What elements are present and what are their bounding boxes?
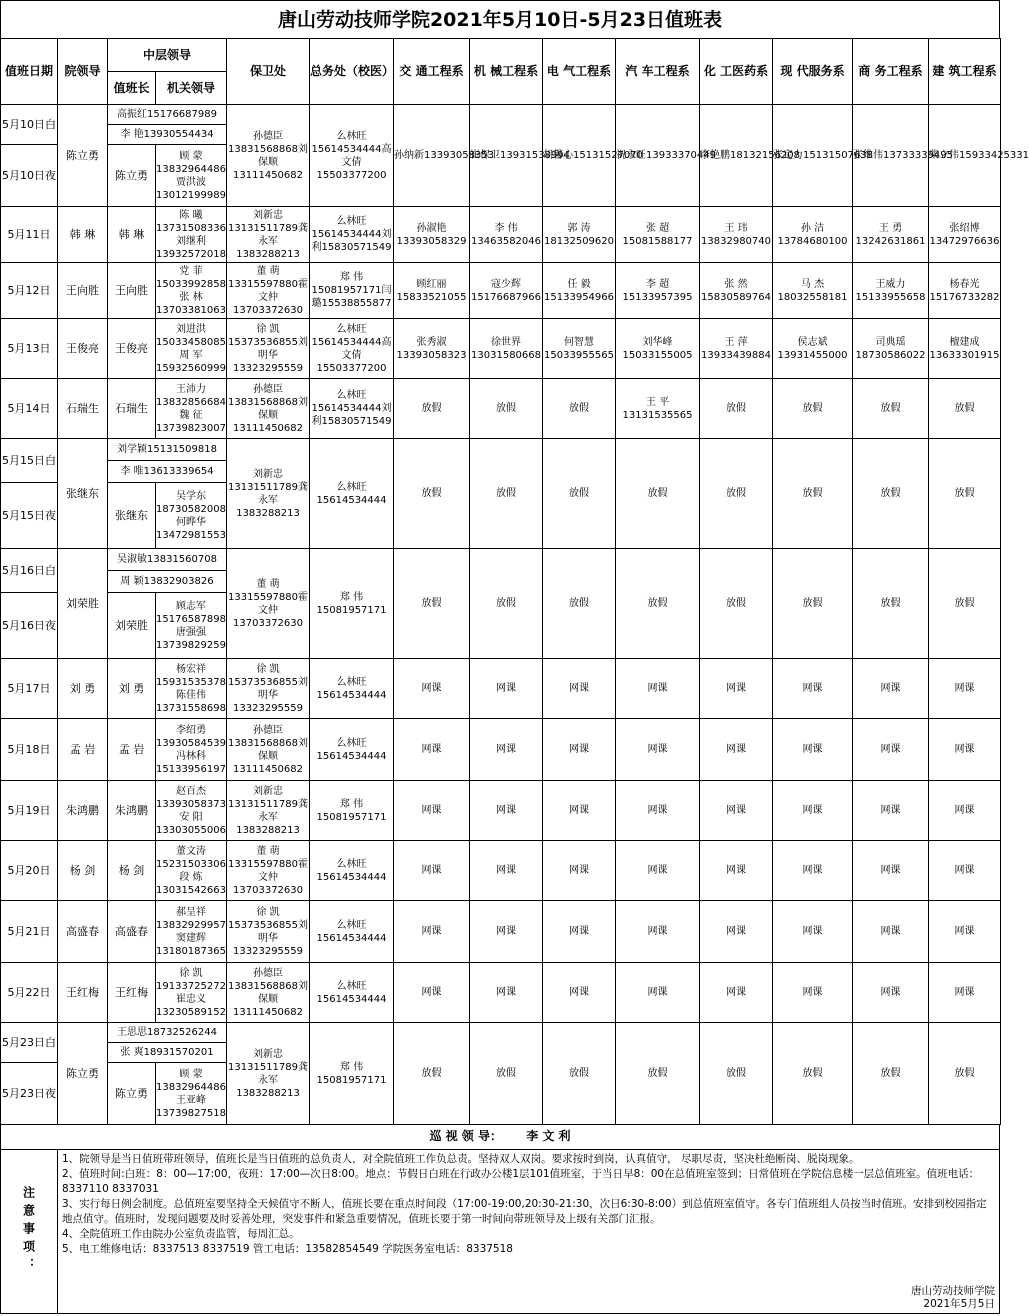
table-row <box>1 549 1001 571</box>
dept-cell: 网课 <box>394 841 470 901</box>
dept-cell: 放假 <box>616 439 700 549</box>
dept-cell: 网课 <box>394 659 470 719</box>
leader-cell: 王向胜 <box>58 263 108 319</box>
dept-cell: 放假 <box>470 439 543 549</box>
date-cell: 5月11日 <box>1 207 58 263</box>
general-cell: 么林旺15614534444 <box>310 719 394 781</box>
security-cell: 徐 凯15373536855刘明华13323295559 <box>227 319 310 379</box>
leader-cell: 朱鸿鹏 <box>58 781 108 841</box>
dept-cell: 网课 <box>394 781 470 841</box>
dept-cell: 放假 <box>543 379 616 439</box>
date-cell: 5月13日 <box>1 319 58 379</box>
dept-cell: 网课 <box>853 963 929 1023</box>
dept-cell: 杨春光15176733282 <box>929 263 1001 319</box>
office-leader-cell: 郝呈祥13832929957窦建辉13180187365 <box>156 901 227 963</box>
table-row <box>1 1023 1001 1043</box>
table-row <box>1 963 1001 1023</box>
security-cell: 董 萌13315597880霍文仲13703372630 <box>227 263 310 319</box>
dept-cell: 孙淑艳13393058329 <box>394 207 470 263</box>
date-cell: 5月15日夜 <box>1 483 58 549</box>
dept-cell: 放假 <box>616 1023 700 1125</box>
dept-cell: 放假 <box>700 1023 773 1125</box>
security-cell: 刘新忠13131511789龚永军1383288213 <box>227 1023 310 1125</box>
shift-head-cell: 孟 岩 <box>108 719 156 781</box>
dept-cell: 网课 <box>700 719 773 781</box>
dept-cell: 郭 涛18132509620 <box>543 207 616 263</box>
dept-cell: 檀建成13633301915 <box>929 319 1001 379</box>
office-leader-cell: 赵百杰13393058373安 阳13303055006 <box>156 781 227 841</box>
dept-cell: 网课 <box>616 781 700 841</box>
shift-head-cell: 吴淑敏13831560708 <box>108 549 227 571</box>
dept-cell: 何智慧15033955565 <box>543 319 616 379</box>
dept-cell: 王 萍13933439884 <box>700 319 773 379</box>
leader-cell: 高盛春 <box>58 901 108 963</box>
office-leader-cell: 顾 蒙13832964486贾洪波13012199989 <box>156 145 227 207</box>
shift-head-cell: 韩 琳 <box>108 207 156 263</box>
dept-cell: 网课 <box>853 659 929 719</box>
office-leader-cell: 周 颖13832903826 <box>108 571 227 593</box>
notes-section <box>0 1150 1000 1314</box>
note-item: 4、全院值班工作由院办公室负责监管，每周汇总。 <box>62 1227 300 1240</box>
patrol-row <box>1 1125 1000 1149</box>
dept-cell: 侯志斌13931455000 <box>773 319 853 379</box>
header-shift-head: 值班长 <box>108 72 156 105</box>
dept-cell: 张定力15131507638 <box>773 105 853 207</box>
shift-head-cell: 王俊亮 <box>108 319 156 379</box>
date-cell: 5月14日 <box>1 379 58 439</box>
security-cell: 刘新忠13131511789龚永军1383288213 <box>227 439 310 549</box>
note-item: 1、院领导是当日值班带班领导，值班长是当日值班的总负责人，对全院值班工作负总责。坚持双人双岗。要求按时到岗，认真值守， 尽职尽责，坚决杜绝断岗、脱岗现象。 <box>62 1152 860 1165</box>
dept-cell: 放假 <box>394 379 470 439</box>
dept-cell: 网课 <box>616 963 700 1023</box>
office-leader-cell: 王沛力13832856684魏 征13739823007 <box>156 379 227 439</box>
security-cell: 孙德臣13831568868刘保顺13111450682 <box>227 719 310 781</box>
general-cell: 么林旺15614534444 <box>310 659 394 719</box>
dept-cell: 放假 <box>394 439 470 549</box>
security-cell: 董 萌13315597880霍文仲13703372630 <box>227 841 310 901</box>
dept-cell: 徐世界13031580668 <box>470 319 543 379</box>
dept-cell: 网课 <box>616 659 700 719</box>
header-dept: 交 通工程系 <box>394 39 470 105</box>
dept-cell: 网课 <box>470 841 543 901</box>
shift-head-cell: 王红梅 <box>108 963 156 1023</box>
date-cell: 5月10日夜 <box>1 145 58 207</box>
dept-cell: 网课 <box>700 841 773 901</box>
dept-cell: 网课 <box>773 963 853 1023</box>
shift-head-cell: 王思思18732526244 <box>108 1023 227 1043</box>
dept-cell: 网课 <box>929 719 1001 781</box>
security-cell: 孙德臣13831568868刘保顺13111450682 <box>227 105 310 207</box>
dept-cell: 网课 <box>853 841 929 901</box>
date-cell: 5月10日白 <box>1 105 58 145</box>
header-dept: 汽 车工程系 <box>616 39 700 105</box>
note-item: 5、电工维修电话：8337513 8337519 管工电话：13582854549 学院医务室电话：8337518 <box>62 1242 513 1255</box>
dept-cell: 崔保卫13931538994 <box>470 105 543 207</box>
table-row <box>1 105 1001 125</box>
dept-cell: 网课 <box>616 841 700 901</box>
date-cell: 5月21日 <box>1 901 58 963</box>
shift-head-cell: 张继东 <box>108 483 156 549</box>
date-cell: 5月17日 <box>1 659 58 719</box>
dept-cell: 网课 <box>773 719 853 781</box>
dept-cell: 放假 <box>929 1023 1001 1125</box>
dept-cell: 放假 <box>543 1023 616 1125</box>
table-row <box>1 841 1001 901</box>
dept-cell: 放假 <box>470 549 543 659</box>
dept-cell: 网课 <box>773 781 853 841</box>
dept-cell: 网课 <box>929 901 1001 963</box>
office-leader-cell: 徐 凯19133725272崔忠义13230589152 <box>156 963 227 1023</box>
security-cell: 董 萌13315597880霍文仲13703372630 <box>227 549 310 659</box>
leader-cell: 王红梅 <box>58 963 108 1023</box>
notes-label: 注意事项： <box>1 1150 58 1313</box>
dept-cell: 网课 <box>853 901 929 963</box>
dept-cell: 网课 <box>616 719 700 781</box>
office-leader-cell: 杨宏祥15931535378陈佳伟13731558698 <box>156 659 227 719</box>
dept-cell: 网课 <box>700 781 773 841</box>
dept-cell: 放假 <box>929 439 1001 549</box>
header-dept: 商 务工程系 <box>853 39 929 105</box>
header-leader: 院领导 <box>58 39 108 105</box>
dept-cell: 放假 <box>929 549 1001 659</box>
leader-cell: 刘荣胜 <box>58 549 108 659</box>
date-cell: 5月16日夜 <box>1 593 58 659</box>
dept-cell: 网课 <box>394 719 470 781</box>
office-leader-cell: 李绍勇13930584539冯林科15133956197 <box>156 719 227 781</box>
patrol-table <box>0 1125 1000 1150</box>
office-leader-cell: 陈 曦13731508336刘继利13932572018 <box>156 207 227 263</box>
dept-cell: 放假 <box>773 379 853 439</box>
table-row <box>1 719 1001 781</box>
dept-cell: 胡馨心15131527070 <box>543 105 616 207</box>
dept-cell: 寇少辉15176687966 <box>470 263 543 319</box>
notes-body <box>58 1150 999 1313</box>
table-row <box>1 781 1001 841</box>
header-dept: 现 代服务系 <box>773 39 853 105</box>
dept-cell: 网课 <box>543 901 616 963</box>
dept-cell: 网课 <box>543 963 616 1023</box>
dept-cell: 网课 <box>700 963 773 1023</box>
dept-cell: 网课 <box>470 659 543 719</box>
dept-cell: 顾红丽15833521055 <box>394 263 470 319</box>
general-cell: 郑 伟15081957171 <box>310 549 394 659</box>
dept-cell: 放假 <box>700 379 773 439</box>
dept-cell: 刘华峰15033155005 <box>616 319 700 379</box>
leader-cell: 石瑞生 <box>58 379 108 439</box>
date-cell: 5月15日白 <box>1 439 58 483</box>
dept-cell: 放假 <box>700 439 773 549</box>
general-cell: 么林旺15614534444 <box>310 963 394 1023</box>
office-leader-cell: 顾志军15176587898唐强强13739829259 <box>156 593 227 659</box>
leader-cell: 张继东 <box>58 439 108 549</box>
date-cell: 5月16日白 <box>1 549 58 593</box>
patrol-name: 李 文 利 <box>526 1129 571 1144</box>
office-leader-cell: 吴学东18730582008何晔华13472981553 <box>156 483 227 549</box>
leader-cell: 孟 岩 <box>58 719 108 781</box>
office-leader-cell: 党 菲15033992858张 林13703381063 <box>156 263 227 319</box>
header-dept: 机 械工程系 <box>470 39 543 105</box>
table-row <box>1 439 1001 461</box>
dept-cell: 放假 <box>853 379 929 439</box>
dept-cell: 张 然15830589764 <box>700 263 773 319</box>
duty-table <box>0 38 1029 1125</box>
security-cell: 刘新忠13131511789龚永军1383288213 <box>227 207 310 263</box>
dept-cell: 网课 <box>929 659 1001 719</box>
header-general: 总务处（校医） <box>310 39 394 105</box>
date-cell: 5月23日夜 <box>1 1063 58 1125</box>
shift-head-cell: 刘荣胜 <box>108 593 156 659</box>
dept-cell: 放假 <box>773 439 853 549</box>
dept-cell: 网课 <box>543 659 616 719</box>
dept-cell: 网课 <box>394 963 470 1023</box>
dept-cell: 网课 <box>700 659 773 719</box>
dept-cell: 张 超15081588177 <box>616 207 700 263</box>
header-dept: 电 气工程系 <box>543 39 616 105</box>
dept-cell: 放假 <box>470 1023 543 1125</box>
dept-cell: 网课 <box>470 719 543 781</box>
dept-cell: 放假 <box>543 549 616 659</box>
leader-cell: 韩 琳 <box>58 207 108 263</box>
dept-cell: 网课 <box>470 901 543 963</box>
general-cell: 么林旺15614534444 <box>310 841 394 901</box>
shift-head-cell: 高盛春 <box>108 901 156 963</box>
dept-cell: 放假 <box>853 549 929 659</box>
page-title: 唐山劳动技师学院2021年5月10日-5月23日值班表 <box>0 0 1000 38</box>
dept-cell: 王 平13131535565 <box>616 379 700 439</box>
shift-head-cell: 杨 剑 <box>108 841 156 901</box>
header-dept: 化 工医药系 <box>700 39 773 105</box>
dept-cell: 网课 <box>470 963 543 1023</box>
dept-cell: 李 伟13463582046 <box>470 207 543 263</box>
dept-cell: 王 玮13832980740 <box>700 207 773 263</box>
header-security: 保卫处 <box>227 39 310 105</box>
office-leader-cell: 刘进洪15033458085周 军15932560999 <box>156 319 227 379</box>
dept-cell: 放假 <box>773 1023 853 1125</box>
dept-cell: 网课 <box>394 901 470 963</box>
note-item: 2、值班时间:白班：8：00—17:00，夜班：17:00—次日8:00。地点：节假日白班在行政办公楼1层101值班室，于当日早8：00在总值班室签到；日常值班在学院信息楼一层总值班室。值班电话：8337110 8337031 <box>62 1167 980 1195</box>
shift-head-cell: 刘 勇 <box>108 659 156 719</box>
header-dept: 建 筑工程系 <box>929 39 1001 105</box>
office-leader-cell: 李 唯13613339654 <box>108 461 227 483</box>
signature <box>911 1285 995 1311</box>
shift-head-cell: 刘学颖15131509818 <box>108 439 227 461</box>
date-cell: 5月23日白 <box>1 1023 58 1063</box>
security-cell: 徐 凯15373536855刘明华13323295559 <box>227 901 310 963</box>
leader-cell: 陈立勇 <box>58 105 108 207</box>
security-cell: 孙德臣13831568868刘保顺13111450682 <box>227 379 310 439</box>
table-row <box>1 659 1001 719</box>
dept-cell: 祝永旺13933370449 <box>616 105 700 207</box>
office-leader-cell: 顾 蒙13832964486王亚峰13739827518 <box>156 1063 227 1125</box>
dept-cell: 放假 <box>929 379 1001 439</box>
dept-cell: 网课 <box>543 841 616 901</box>
general-cell: 么林旺15614534444高文倩15503377200 <box>310 105 394 207</box>
general-cell: 么林旺15614534444 <box>310 901 394 963</box>
dept-cell: 张秀淑13393058323 <box>394 319 470 379</box>
shift-head-cell: 石瑞生 <box>108 379 156 439</box>
dept-cell: 网课 <box>616 901 700 963</box>
patrol-label: 巡 视 领 导： <box>429 1129 502 1144</box>
general-cell: 么林旺15614534444 <box>310 439 394 549</box>
shift-head-cell: 朱鸿鹏 <box>108 781 156 841</box>
dept-cell: 放假 <box>773 549 853 659</box>
general-cell: 郑 伟15081957171 <box>310 781 394 841</box>
dept-cell: 孙 洁13784680100 <box>773 207 853 263</box>
office-leader-cell: 董文涛15231503306段 炼13031542663 <box>156 841 227 901</box>
dept-cell: 网课 <box>543 719 616 781</box>
date-cell: 5月19日 <box>1 781 58 841</box>
leader-cell: 王俊亮 <box>58 319 108 379</box>
general-cell: 郑 伟15081957171闫 璐15538855877 <box>310 263 394 319</box>
table-row <box>1 263 1001 319</box>
signature-date: 2021年5月5日 <box>923 1297 995 1310</box>
shift-head-cell: 陈立勇 <box>108 1063 156 1125</box>
general-cell: 么林旺15614534444刘 利15830571549 <box>310 207 394 263</box>
dept-cell: 任 毅15133954966 <box>543 263 616 319</box>
dept-cell: 王 勇13242631861 <box>853 207 929 263</box>
dept-cell: 放假 <box>394 549 470 659</box>
dept-cell: 网课 <box>929 841 1001 901</box>
office-leader-cell: 李 艳13930554434 <box>108 125 227 145</box>
leader-cell: 刘 勇 <box>58 659 108 719</box>
header-office-leader: 机关领导 <box>156 72 227 105</box>
office-leader-cell: 张 爽18931570201 <box>108 1043 227 1063</box>
date-cell: 5月22日 <box>1 963 58 1023</box>
date-cell: 5月12日 <box>1 263 58 319</box>
signature-org: 唐山劳动技师学院 <box>911 1284 995 1297</box>
dept-cell: 放假 <box>394 1023 470 1125</box>
dept-cell: 张绍博13472976636 <box>929 207 1001 263</box>
table-row <box>1 319 1001 379</box>
note-item: 3、实行每日例会制度。总值班室要坚持全天候值守不断人，值班长要在重点时间段（17:00-19:00,20:30-21:30，次日6:30-8:00）到总值班室值守。各专门值班组人员按当时值班。安排到校园指定地点值守。值班时，发现问题要及时妥善处理，突发事件和紧急重要情况，值班长要于第一时间向带班领导及上级有关部门汇报。 <box>62 1197 987 1225</box>
dept-cell: 网课 <box>700 901 773 963</box>
shift-head-cell: 高振红15176687989 <box>108 105 227 125</box>
dept-cell: 马 杰18032558181 <box>773 263 853 319</box>
date-cell: 5月20日 <box>1 841 58 901</box>
date-cell: 5月18日 <box>1 719 58 781</box>
dept-cell: 网课 <box>773 901 853 963</box>
dept-cell: 放假 <box>616 549 700 659</box>
leader-cell: 杨 剑 <box>58 841 108 901</box>
shift-head-cell: 陈立勇 <box>108 145 156 207</box>
security-cell: 刘新忠13131511789龚永军1383288213 <box>227 781 310 841</box>
dept-cell: 柴立伟15933425331 <box>929 105 1001 207</box>
general-cell: 么林旺15614534444高文倩15503377200 <box>310 319 394 379</box>
general-cell: 么林旺15614534444刘 利15830571549 <box>310 379 394 439</box>
table-row <box>1 901 1001 963</box>
dept-cell: 网课 <box>543 781 616 841</box>
dept-cell: 网课 <box>929 781 1001 841</box>
dept-cell: 网课 <box>853 719 929 781</box>
dept-cell: 网课 <box>773 659 853 719</box>
header-middle: 中层领导 <box>108 39 227 72</box>
dept-cell: 张维伟13733339495 <box>853 105 929 207</box>
dept-cell: 放假 <box>543 439 616 549</box>
dept-cell: 网课 <box>929 963 1001 1023</box>
dept-cell: 王威力15133955658 <box>853 263 929 319</box>
security-cell: 孙德臣13831568868刘保顺13111450682 <box>227 963 310 1023</box>
dept-cell: 网课 <box>853 781 929 841</box>
table-row <box>1 207 1001 263</box>
dept-cell: 李 超15133957395 <box>616 263 700 319</box>
leader-cell: 陈立勇 <box>58 1023 108 1125</box>
dept-cell: 网课 <box>773 841 853 901</box>
dept-cell: 放假 <box>700 549 773 659</box>
dept-cell: 网课 <box>470 781 543 841</box>
dept-cell: 司典瑶18730586022 <box>853 319 929 379</box>
dept-cell: 孙纳新13393058353 <box>394 105 470 207</box>
header-date: 值班日期 <box>1 39 58 105</box>
security-cell: 徐 凯15373536855刘明华13323295559 <box>227 659 310 719</box>
table-row <box>1 379 1001 439</box>
dept-cell: 放假 <box>470 379 543 439</box>
shift-head-cell: 王向胜 <box>108 263 156 319</box>
general-cell: 郑 伟15081957171 <box>310 1023 394 1125</box>
dept-cell: 放假 <box>853 439 929 549</box>
dept-cell: 放假 <box>853 1023 929 1125</box>
dept-cell: 李艳鹏18132156208 <box>700 105 773 207</box>
